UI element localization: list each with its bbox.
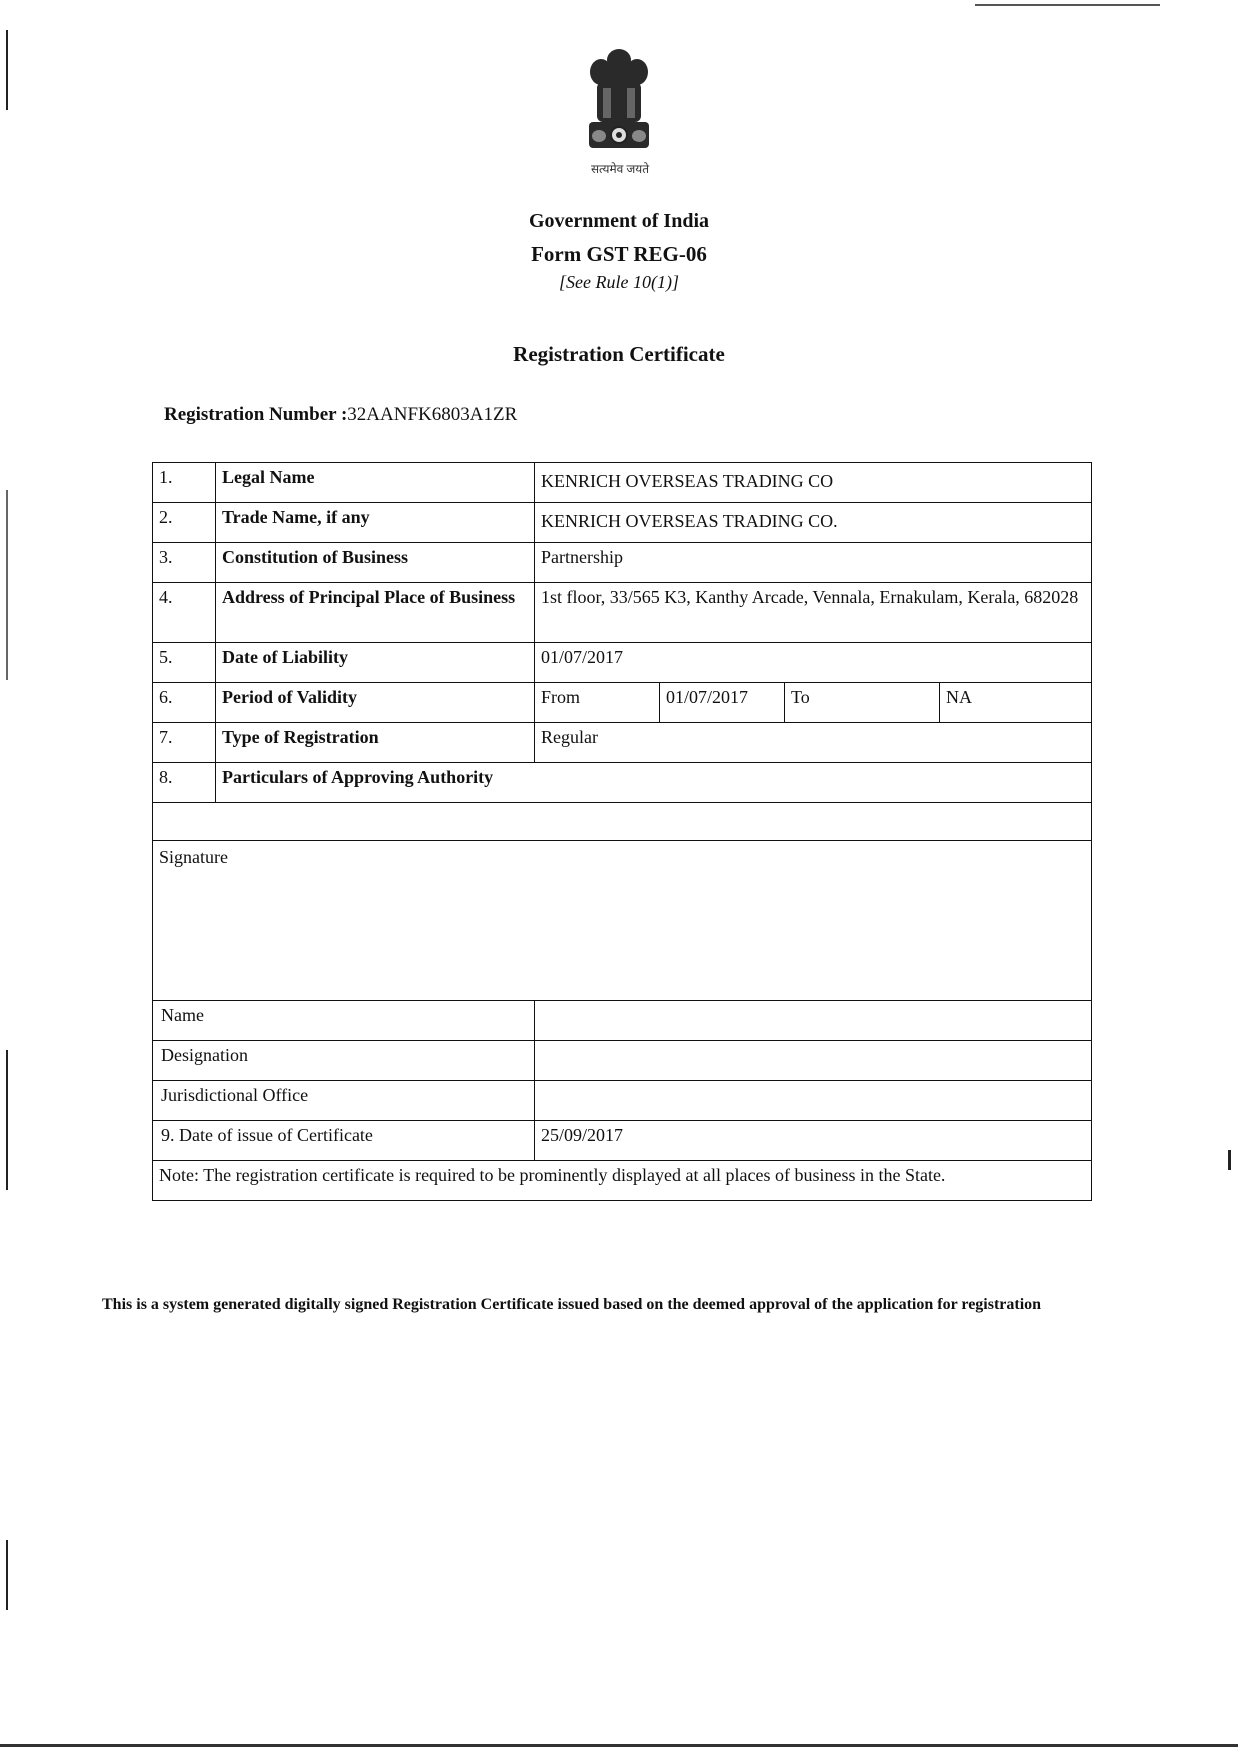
- validity-to-date: NA: [940, 683, 1092, 723]
- row-number: 5.: [153, 643, 216, 683]
- row-label: Date of Liability: [216, 643, 535, 683]
- table-row: [153, 683, 1092, 723]
- row-value: Regular: [535, 723, 1092, 763]
- rule-reference: [See Rule 10(1)]: [559, 272, 679, 292]
- row-label: Trade Name, if any: [216, 503, 535, 543]
- validity-to-label: To: [785, 683, 940, 723]
- scan-edge-mark: [6, 1050, 8, 1190]
- national-emblem-icon: [583, 44, 655, 156]
- system-generated-note: This is a system generated digitally signed Registration Certificate issued based on the deemed approval of the application for registration: [102, 1296, 1042, 1313]
- registration-number-line: [164, 404, 517, 426]
- registration-number-value: 32AANFK6803A1ZR: [347, 404, 518, 425]
- scan-edge-mark: [1228, 1150, 1231, 1170]
- certificate-title: Registration Certificate: [513, 342, 725, 366]
- scan-bottom-edge: [0, 1744, 1238, 1747]
- row-number: 2.: [153, 503, 216, 543]
- display-note: Note: The registration certificate is required to be prominently displayed at all places of business in the State.: [153, 1161, 1092, 1201]
- row-number: 6.: [153, 683, 216, 723]
- row-value: KENRICH OVERSEAS TRADING CO.: [535, 503, 1092, 543]
- row-number: 4.: [153, 583, 216, 643]
- row-number: 8.: [153, 763, 216, 803]
- government-title: Government of India: [529, 210, 709, 232]
- scan-edge-mark: [6, 30, 8, 110]
- authority-name-value: [535, 1001, 1092, 1041]
- emblem-motto: सत्यमेव जयते: [590, 162, 650, 176]
- scan-edge-mark: [6, 490, 8, 680]
- blank-row: [153, 803, 1092, 841]
- authority-name-label: Name: [153, 1001, 535, 1041]
- issue-date-value: 25/09/2017: [535, 1121, 1092, 1161]
- table-row: [153, 723, 1092, 763]
- jurisdictional-office-row: [153, 1081, 1092, 1121]
- row-value: 01/07/2017: [535, 643, 1092, 683]
- jurisdictional-office-label: Jurisdictional Office: [153, 1081, 535, 1121]
- issue-date-label: 9. Date of issue of Certificate: [153, 1121, 535, 1161]
- note-row: [153, 1161, 1092, 1201]
- table-row: [153, 763, 1092, 803]
- validity-from-label: From: [535, 683, 660, 723]
- row-value: Partnership: [535, 543, 1092, 583]
- table-row: [153, 543, 1092, 583]
- table-row: [153, 503, 1092, 543]
- row-label: Type of Registration: [216, 723, 535, 763]
- row-value: 1st floor, 33/565 K3, Kanthy Arcade, Vennala, Ernakulam, Kerala, 682028: [535, 583, 1092, 643]
- authority-name-row: [153, 1001, 1092, 1041]
- validity-from-date: 01/07/2017: [660, 683, 785, 723]
- row-value: KENRICH OVERSEAS TRADING CO: [535, 463, 1092, 503]
- row-number: 1.: [153, 463, 216, 503]
- table-row: [153, 583, 1092, 643]
- authority-designation-value: [535, 1041, 1092, 1081]
- table-row: [153, 643, 1092, 683]
- table-row: [153, 463, 1092, 503]
- row-label: Address of Principal Place of Business: [216, 583, 535, 643]
- form-title: Form GST REG-06: [531, 242, 707, 266]
- signature-label: Signature: [153, 841, 1092, 1001]
- row-label: Particulars of Approving Authority: [216, 763, 1092, 803]
- row-label: Legal Name: [216, 463, 535, 503]
- scan-edge-mark: [975, 4, 1160, 6]
- row-number: 7.: [153, 723, 216, 763]
- signature-row: [153, 841, 1092, 1001]
- authority-designation-label: Designation: [153, 1041, 535, 1081]
- row-number: 3.: [153, 543, 216, 583]
- row-label: Constitution of Business: [216, 543, 535, 583]
- registration-number-label: Registration Number :: [164, 404, 348, 425]
- authority-designation-row: [153, 1041, 1092, 1081]
- jurisdictional-office-value: [535, 1081, 1092, 1121]
- scan-edge-mark: [6, 1540, 8, 1610]
- row-label: Period of Validity: [216, 683, 535, 723]
- certificate-table: [152, 462, 1092, 1201]
- issue-date-row: [153, 1121, 1092, 1161]
